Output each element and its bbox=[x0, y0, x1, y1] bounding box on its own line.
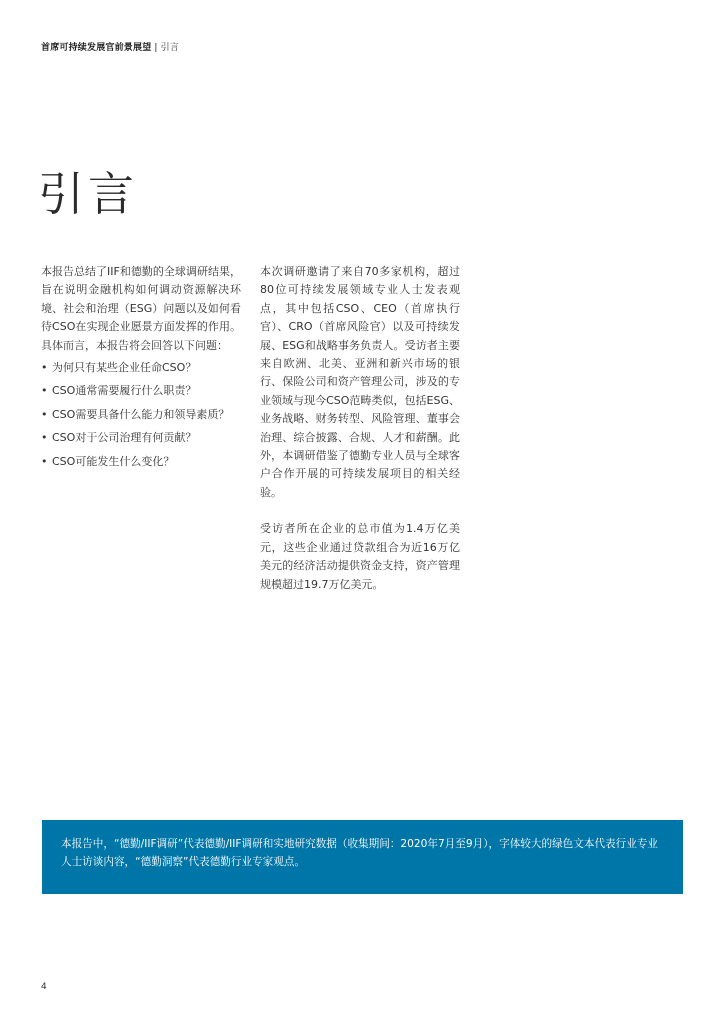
header-separator: | bbox=[154, 43, 158, 53]
intro-paragraph: 本报告总结了IIF和德勤的全球调研结果，旨在说明金融机构如何调动资源解决环境、社会和治理（ESG）问题以及如何看待CSO在实现企业愿景方面发挥的作用。具体而言，本报告将会回答以下问题： bbox=[41, 265, 241, 352]
question-item: • CSO需要具备什么能力和领导素质？ bbox=[41, 406, 241, 424]
page-title: 引言 bbox=[38, 167, 138, 221]
right-column bbox=[260, 263, 460, 594]
question-item: • CSO对于公司治理有何贡献？ bbox=[41, 429, 241, 447]
note-text: 本报告中，“德勤/IIF调研”代表德勤/IIF调研和实地研究数据（收集期间：2020年7月至9月），字体较大的绿色文本代表行业专业人士访谈内容，“德勤洞察”代表德勤行业专家观点。 bbox=[61, 838, 659, 868]
left-column bbox=[41, 263, 241, 476]
report-title: 首席可持续发展官前景展望 bbox=[41, 43, 152, 53]
page-number: 4 bbox=[41, 982, 47, 992]
question-list bbox=[41, 359, 241, 471]
running-header bbox=[41, 40, 179, 53]
note-box bbox=[42, 820, 683, 894]
market-value-paragraph: 受访者所在企业的总市值为1.4万亿美元，这些企业通过贷款组合为近16万亿美元的经济活动提供资金支持，资产管理规模超过19.7万亿美元。 bbox=[260, 522, 460, 591]
survey-paragraph: 本次调研邀请了来自70多家机构，超过80位可持续发展领域专业人士发表观点，其中包括CSO、CEO（首席执行官）、CRO（首席风险官）以及可持续发展、ESG和战略事务负责人。受访者主要来自欧洲、北美、亚洲和新兴市场的银行、保险公司和资产管理公司，涉及的专业领域与现今CSO范畴类似，包括ESG、业务战略、财务转型、风险管理、董事会治理、综合披露、合规、人才和薪酬。此外，本调研借鉴了德勤专业人员与全球客户合作开展的可持续发展项目的相关经验。 bbox=[260, 265, 460, 499]
question-item: • 为何只有某些企业任命CSO？ bbox=[41, 359, 241, 377]
section-name: 引言 bbox=[160, 43, 180, 53]
question-item: • CSO通常需要履行什么职责？ bbox=[41, 382, 241, 400]
question-item: • CSO可能发生什么变化？ bbox=[41, 453, 241, 471]
